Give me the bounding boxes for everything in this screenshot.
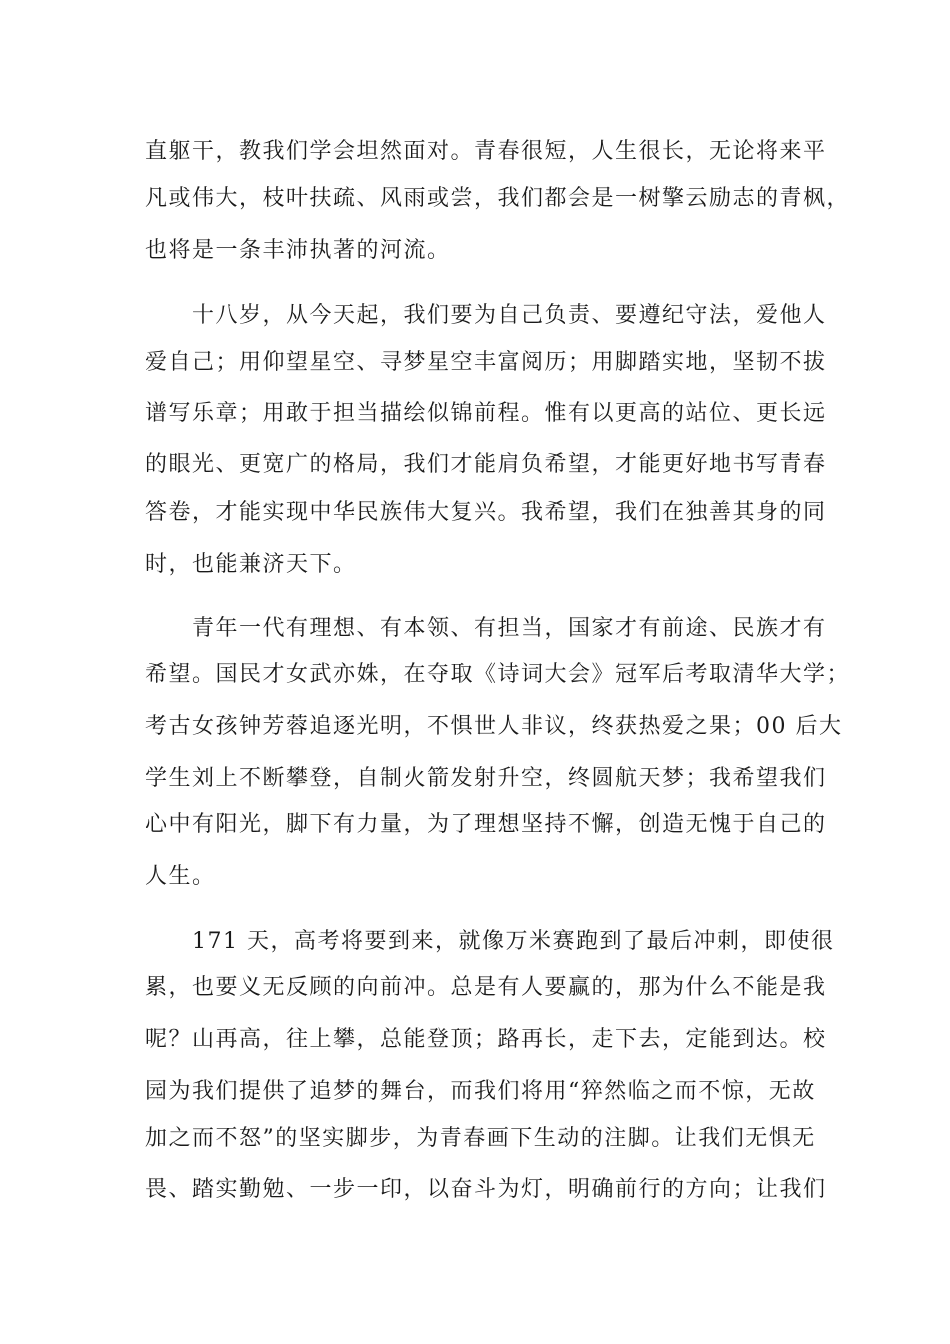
text-line: 凡或伟大，枝叶扶疏、风雨或尝，我们都会是一树擎云励志的青枫，	[145, 186, 851, 211]
text-line: 心中有阳光，脚下有力量，为了理想坚持不懈，创造无愧于自己的	[145, 812, 827, 837]
text-line: 171 天，高考将要到来，就像万米赛跑到了最后冲刺，即使很	[192, 929, 835, 954]
text-line: 谱写乐章；用敢于担当描绘似锦前程。惟有以更高的站位、更长远	[145, 401, 827, 426]
text-line: 答卷，才能实现中华民族伟大复兴。我希望，我们在独善其身的同	[145, 500, 827, 525]
text-line: 青年一代有理想、有本领、有担当，国家才有前途、民族才有	[192, 616, 827, 641]
text-line: 累，也要义无反顾的向前冲。总是有人要赢的，那为什么不能是我	[145, 975, 827, 1000]
text-line: 学生刘上不断攀登，自制火箭发射升空，终圆航天梦；我希望我们	[145, 766, 827, 791]
text-line: 园为我们提供了追梦的舞台，而我们将用“猝然临之而不惊，无故	[145, 1079, 816, 1104]
text-line: 十八岁，从今天起，我们要为自己负责、要遵纪守法，爱他人	[192, 303, 827, 328]
text-line: 畏、踏实勤勉、一步一印，以奋斗为灯，明确前行的方向；让我们	[145, 1177, 827, 1202]
text-line: 也将是一条丰沛执著的河流。	[145, 238, 451, 263]
text-line: 直躯干，教我们学会坦然面对。青春很短，人生很长，无论将来平	[145, 139, 827, 164]
text-line: 呢？山再高，往上攀，总能登顶；路再长，走下去，定能到达。校	[145, 1027, 827, 1052]
text-line: 人生。	[145, 864, 216, 889]
text-line: 希望。国民才女武亦姝，在夺取《诗词大会》冠军后考取清华大学；	[145, 662, 851, 687]
text-line: 爱自己；用仰望星空、寻梦星空丰富阅历；用脚踏实地，坚韧不拔	[145, 350, 827, 375]
text-line: 时，也能兼济天下。	[145, 552, 357, 577]
text-line: 加之而不怒”的坚实脚步，为青春画下生动的注脚。让我们无惧无	[145, 1126, 816, 1151]
text-line: 考古女孩钟芳蓉追逐光明，不惧世人非议，终获热爱之果；00 后大	[145, 714, 843, 739]
text-line: 的眼光、更宽广的格局，我们才能肩负希望，才能更好地书写青春	[145, 452, 827, 477]
